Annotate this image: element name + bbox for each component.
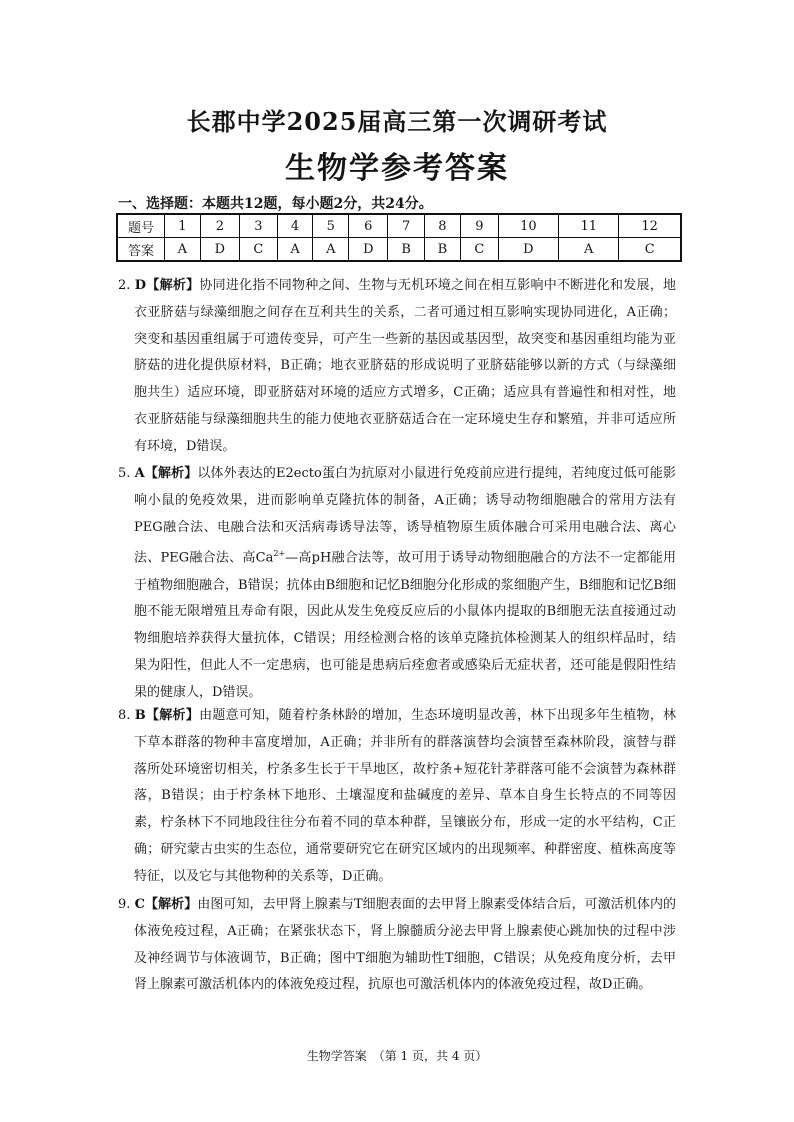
answer-cell: B — [388, 238, 424, 262]
analysis-tag: 【解析】 — [144, 897, 198, 912]
question-number: 8 — [424, 214, 460, 238]
answer-cell: A — [277, 238, 313, 262]
question-number: 10 — [498, 214, 558, 238]
question-number: 4 — [277, 214, 313, 238]
question-number: 5. — [118, 466, 131, 481]
question-number: 11 — [559, 214, 619, 238]
answer-letter: A — [134, 466, 145, 481]
answer-key-title: 生物学参考答案 — [285, 151, 509, 186]
explanation-text: 由题意可知，随着柠条林龄的增加，生态环境明显改善，林下出现多年生植物，林下草本群落的物种丰富度增加，A正确；并非所有的群落演替均会演替至森林阶段，演替与群落所处环境密切相关，柠条多生长于干旱地区，故柠条+短花针茅群落可能不会演替为森林群落，B错误；由于柠条林下地形、土壤湿度和盐碱度的差异、草本自身生长特点的不同等因素，柠条林下不同地段往往分布着不同的草本种群，呈镶嵌分布，形成一定的水平结构，C正确；研究蒙古虫实的生态位，通常要研究它在研究区域内的出现频率、种群密度、植株高度等特征，以及它与其他物种的关系等，D正确。 — [134, 708, 676, 884]
answer-cell: A — [313, 238, 349, 262]
explanation-text: 由图可知，去甲肾上腺素与T细胞表面的去甲肾上腺素受体结合后，可激活机体内的体液免疫过程，A正确；在紧张状态下，肾上腺髓质分泌去甲肾上腺素使心跳加快的过程中涉及神经调节与体液调节，B正确；图中T细胞为辅助性T细胞，C错误；从免疫角度分析，去甲肾上腺素可激活机体内的体液免疫过程，抗原也可激活机体内的体液免疫过程，故D正确。 — [134, 897, 676, 993]
answer-table — [116, 213, 682, 262]
analysis-tag: 【解析】 — [144, 466, 198, 481]
answer-cell: D — [349, 238, 388, 262]
explanation-text: —高pH融合法等，故可用于诱导动物细胞融合的方法不一定都能用于植物细胞融合，B错误；抗体由B细胞和记忆B细胞分化形成的浆细胞产生，B细胞和记忆B细胞不能无限增殖且寿命有限，因此从发生免疫反应后的小鼠体内提取的B细胞无法直接通过动物细胞培养获得大量抗体，C错误；用经检测合格的该单克隆抗体检测某人的组织样品时，结果为阳性，但此人不一定患病，也可能是患病后痊愈者或感染后无症状者，还可能是假阳性结果的健康人，D错误。 — [134, 550, 676, 700]
explanation-q9 — [118, 892, 676, 999]
exam-title: 长郡中学2025届高三第一次调研考试 — [186, 107, 608, 136]
answer-row — [117, 238, 681, 262]
question-number: 3 — [240, 214, 278, 238]
explanation-q2 — [118, 273, 676, 461]
question-number-row — [117, 214, 681, 238]
explanation-q8 — [118, 703, 676, 891]
question-number: 6 — [349, 214, 388, 238]
question-number: 7 — [388, 214, 424, 238]
answer-letter: D — [134, 278, 147, 293]
explanation-q5 — [118, 461, 676, 707]
answer-letter: C — [134, 897, 145, 912]
page-footer: 生物学答案 （第 1 页，共 4 页） — [306, 1049, 488, 1063]
answer-cell: C — [619, 238, 681, 262]
question-number: 12 — [619, 214, 681, 238]
answer-cell: B — [424, 238, 460, 262]
answer-cell: D — [200, 238, 239, 262]
analysis-tag: 【解析】 — [145, 708, 200, 723]
analysis-tag: 【解析】 — [146, 278, 200, 293]
answer-cell: A — [165, 238, 201, 262]
question-number: 2 — [200, 214, 239, 238]
explanation-text: 以体外表达的E2ecto蛋白为抗原对小鼠进行免疫前应进行提纯，若纯度过低可能影响小鼠的免疫效果，进而影响单克隆抗体的制备，A正确；诱导动物细胞融合的常用方法有PEG融合法、电融合法和灭活病毒诱导法等，诱导植物原生质体融合可采用电融合法、离心法、PEG融合法、高Ca — [134, 466, 676, 566]
answer-cell: C — [240, 238, 278, 262]
question-number: 9. — [118, 897, 131, 912]
answer-cell: C — [461, 238, 499, 262]
question-number: 1 — [165, 214, 201, 238]
answer-cell: A — [559, 238, 619, 262]
answer-letter: B — [134, 708, 146, 723]
row-label-question: 题号 — [117, 214, 165, 238]
explanation-text: 协同进化指不同物种之间、生物与无机环境之间在相互影响中不断进化和发展，地衣亚脐菇与绿藻细胞之间存在互利共生的关系，二者可通过相互影响实现协同进化，A正确；突变和基因重组属于可遗传变异，可产生一些新的基因或基因型，故突变和基因重组均能为亚脐菇的进化提供原材料，B正确；地衣亚脐菇的形成说明了亚脐菇能够以新的方式（与绿藻细胞共生）适应环境，即亚脐菇对环境的适应方式增多，C正确；适应具有普遍性和相对性，地衣亚脐菇能与绿藻细胞共生的能力使地衣亚脐菇适合在一定环境史生存和繁殖，并非可适应所有环境，D错误。 — [134, 278, 676, 454]
question-number: 5 — [313, 214, 349, 238]
superscript: 2+ — [273, 549, 286, 559]
question-number: 8. — [118, 708, 131, 723]
section-heading: 一、选择题：本题共12题，每小题2分，共24分。 — [118, 196, 433, 212]
row-label-answer: 答案 — [117, 238, 165, 262]
question-number: 9 — [461, 214, 499, 238]
answer-cell: D — [498, 238, 558, 262]
question-number: 2. — [118, 278, 131, 293]
